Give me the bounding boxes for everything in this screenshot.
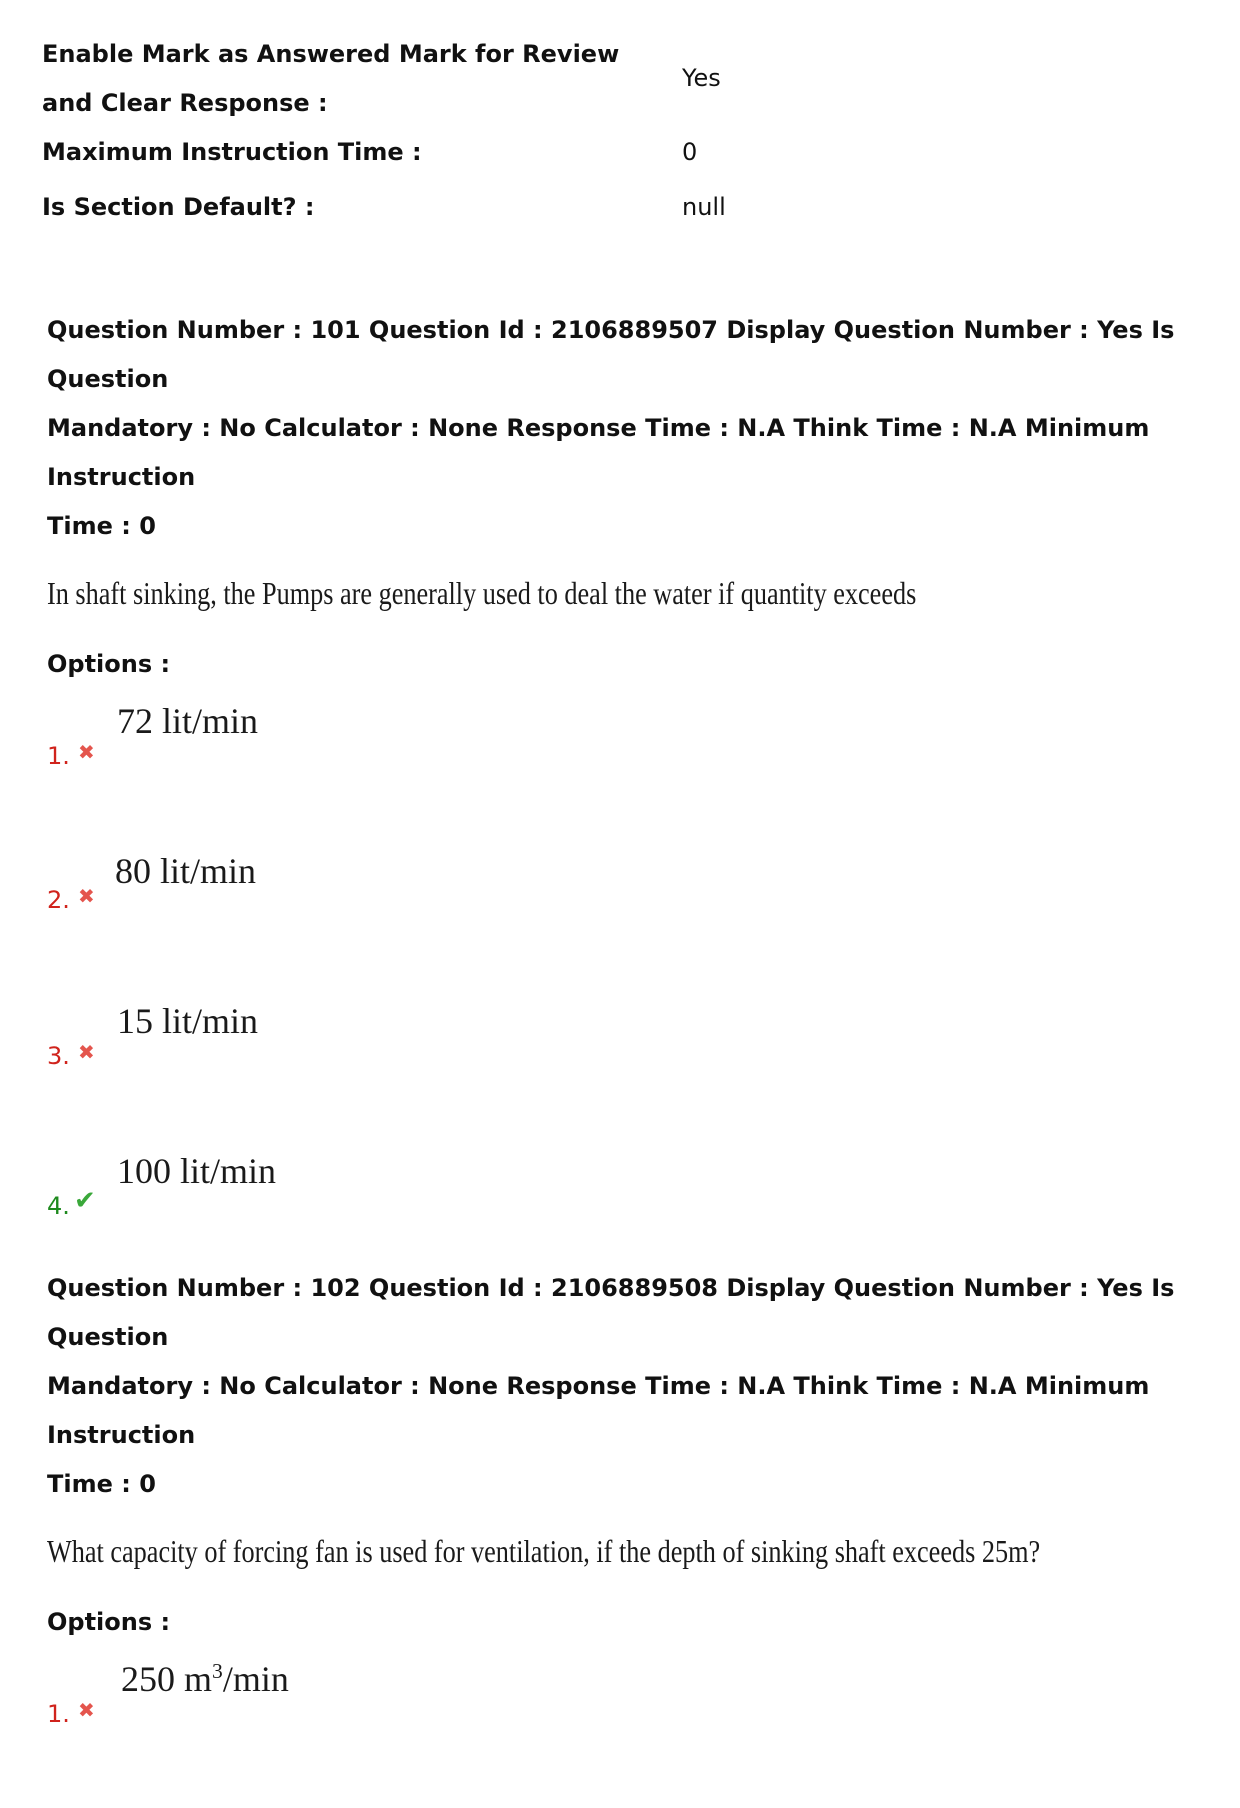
option-text-superscript: 3: [212, 1659, 223, 1683]
meta-row-max-instruction-time: [42, 128, 1202, 183]
option-text-main: 250 m: [121, 1659, 213, 1699]
option-number: 3.: [47, 1042, 70, 1070]
cross-icon: ✖: [78, 740, 95, 764]
option-3: [47, 1000, 1207, 1150]
option-1: [47, 1658, 1207, 1808]
question-header-line: Mandatory : No Calculator : None Response Time : N.A Think Time : N.A Minimum Instruction: [47, 1372, 1150, 1449]
question-text: In shaft sinking, the Pumps are generally used to deal the water if quantity exceeds: [47, 575, 917, 611]
question-101: [47, 306, 1207, 1300]
question-header-line: Mandatory : No Calculator : None Response Time : N.A Think Time : N.A Minimum Instruction: [47, 414, 1150, 491]
cross-icon: ✖: [78, 1040, 95, 1064]
option-text: 72 lit/min: [117, 701, 259, 741]
meta-label: Is Section Default? :: [42, 193, 315, 221]
option-text: 100 lit/min: [117, 1151, 277, 1191]
option-1: [47, 700, 1207, 850]
check-icon: ✔: [74, 1186, 96, 1216]
options-label: Options :: [47, 1608, 171, 1636]
meta-value: 0: [682, 138, 698, 166]
options-label: Options :: [47, 650, 171, 678]
question-header-line: Time : 0: [47, 1470, 156, 1498]
option-number: 1.: [47, 1700, 70, 1728]
question-header-line: Question Number : 101 Question Id : 2106889507 Display Question Number : Yes Is Question: [47, 316, 1175, 393]
option-number: 2.: [47, 886, 70, 914]
option-text: 80 lit/min: [115, 851, 257, 891]
option-number: 1.: [47, 742, 70, 770]
meta-value: null: [682, 193, 726, 221]
question-text: What capacity of forcing fan is used for ventilation, if the depth of sinking shaft exceeds 25m?: [47, 1533, 1041, 1569]
meta-value: Yes: [682, 64, 721, 92]
option-text: 15 lit/min: [117, 1001, 259, 1041]
meta-label: Maximum Instruction Time :: [42, 138, 422, 166]
option-text-tail: /min: [222, 1659, 289, 1699]
option-number: 4.: [47, 1192, 70, 1220]
question-102: [47, 1264, 1207, 1808]
cross-icon: ✖: [78, 884, 95, 908]
meta-row-section-default: [42, 183, 1202, 238]
option-text: [121, 1658, 289, 1700]
question-header-line: Question Number : 102 Question Id : 2106889508 Display Question Number : Yes Is Question: [47, 1274, 1175, 1351]
meta-row-enable-mark: [42, 30, 1202, 128]
option-2: [47, 850, 1207, 1000]
cross-icon: ✖: [78, 1698, 95, 1722]
question-header-line: Time : 0: [47, 512, 156, 540]
section-meta: [42, 30, 1202, 238]
meta-label: Enable Mark as Answered Mark for Review and Clear Response :: [42, 40, 620, 117]
